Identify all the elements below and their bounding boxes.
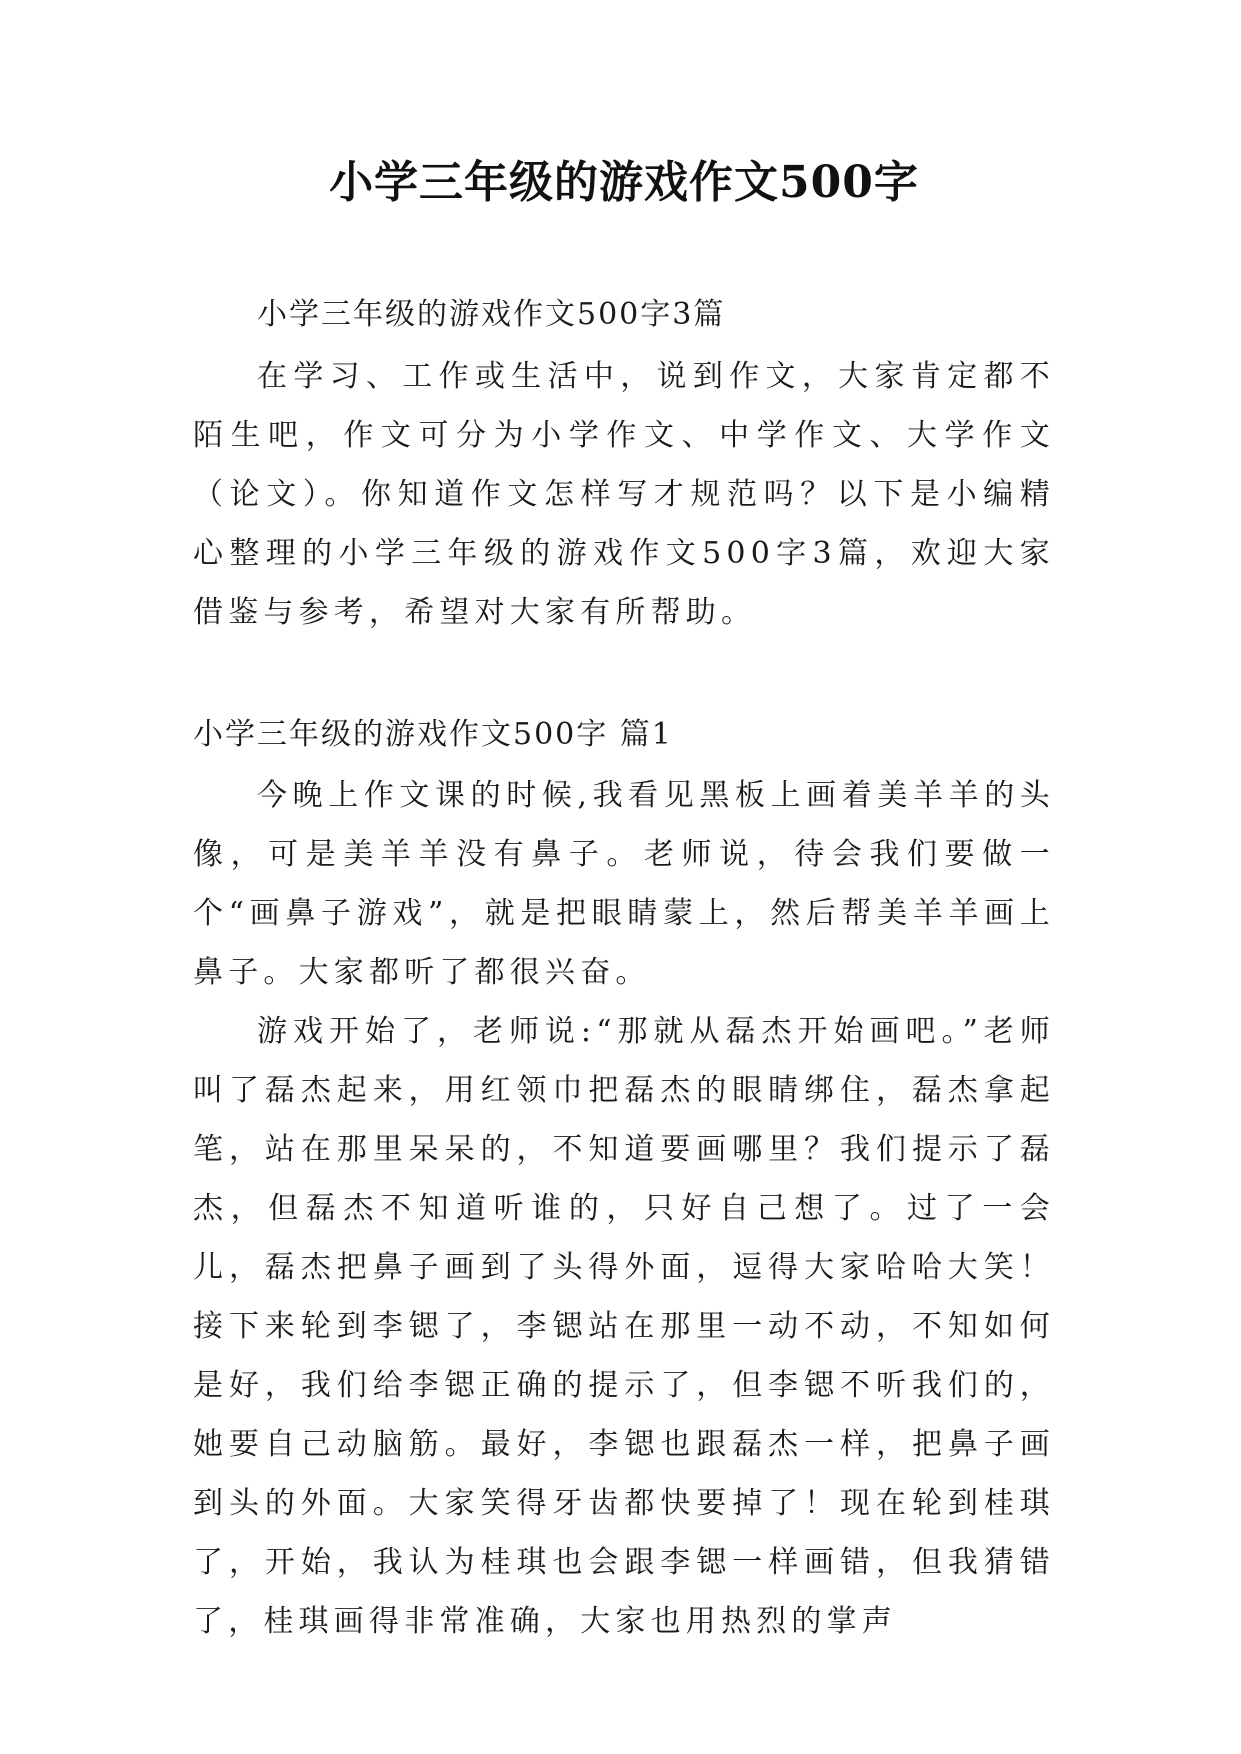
body-paragraph-1: 今晚上作文课的时候,我看见黑板上画着美羊羊的头像，可是美羊羊没有鼻子。老师说，待会我们要做一个“画鼻子游戏”，就是把眼睛蒙上，然后帮美羊羊画上鼻子。大家都听了都很兴奋。 (193, 778, 1055, 990)
document-page (193, 150, 1055, 1651)
document-title: 小学三年级的游戏作文500字 (329, 157, 919, 208)
document-subtitle: 小学三年级的游戏作文500字3篇 (257, 297, 726, 332)
intro-paragraph: 在学习、工作或生活中，说到作文，大家肯定都不陌生吧，作文可分为小学作文、中学作文、大学作文（论文）。你知道作文怎样写才规范吗？以下是小编精心整理的小学三年级的游戏作文500字3篇，欢迎大家借鉴与参考，希望对大家有所帮助。 (193, 359, 1055, 630)
section-heading: 小学三年级的游戏作文500字 篇1 (193, 717, 673, 752)
body-paragraph-2: 游戏开始了，老师说:“那就从磊杰开始画吧。”老师叫了磊杰起来，用红领巾把磊杰的眼睛绑住，磊杰拿起笔，站在那里呆呆的，不知道要画哪里？我们提示了磊杰，但磊杰不知道听谁的，只好自己想了。过了一会儿，磊杰把鼻子画到了头得外面，逗得大家哈哈大笑！接下来轮到李锶了，李锶站在那里一动不动，不知如何是好，我们给李锶正确的提示了，但李锶不听我们的，她要自己动脑筋。最好，李锶也跟磊杰一样，把鼻子画到头的外面。大家笑得牙齿都快要掉了！现在轮到桂琪了，开始，我认为桂琪也会跟李锶一样画错，但我猜错了，桂琪画得非常准确，大家也用热烈的掌声 (193, 1014, 1055, 1639)
